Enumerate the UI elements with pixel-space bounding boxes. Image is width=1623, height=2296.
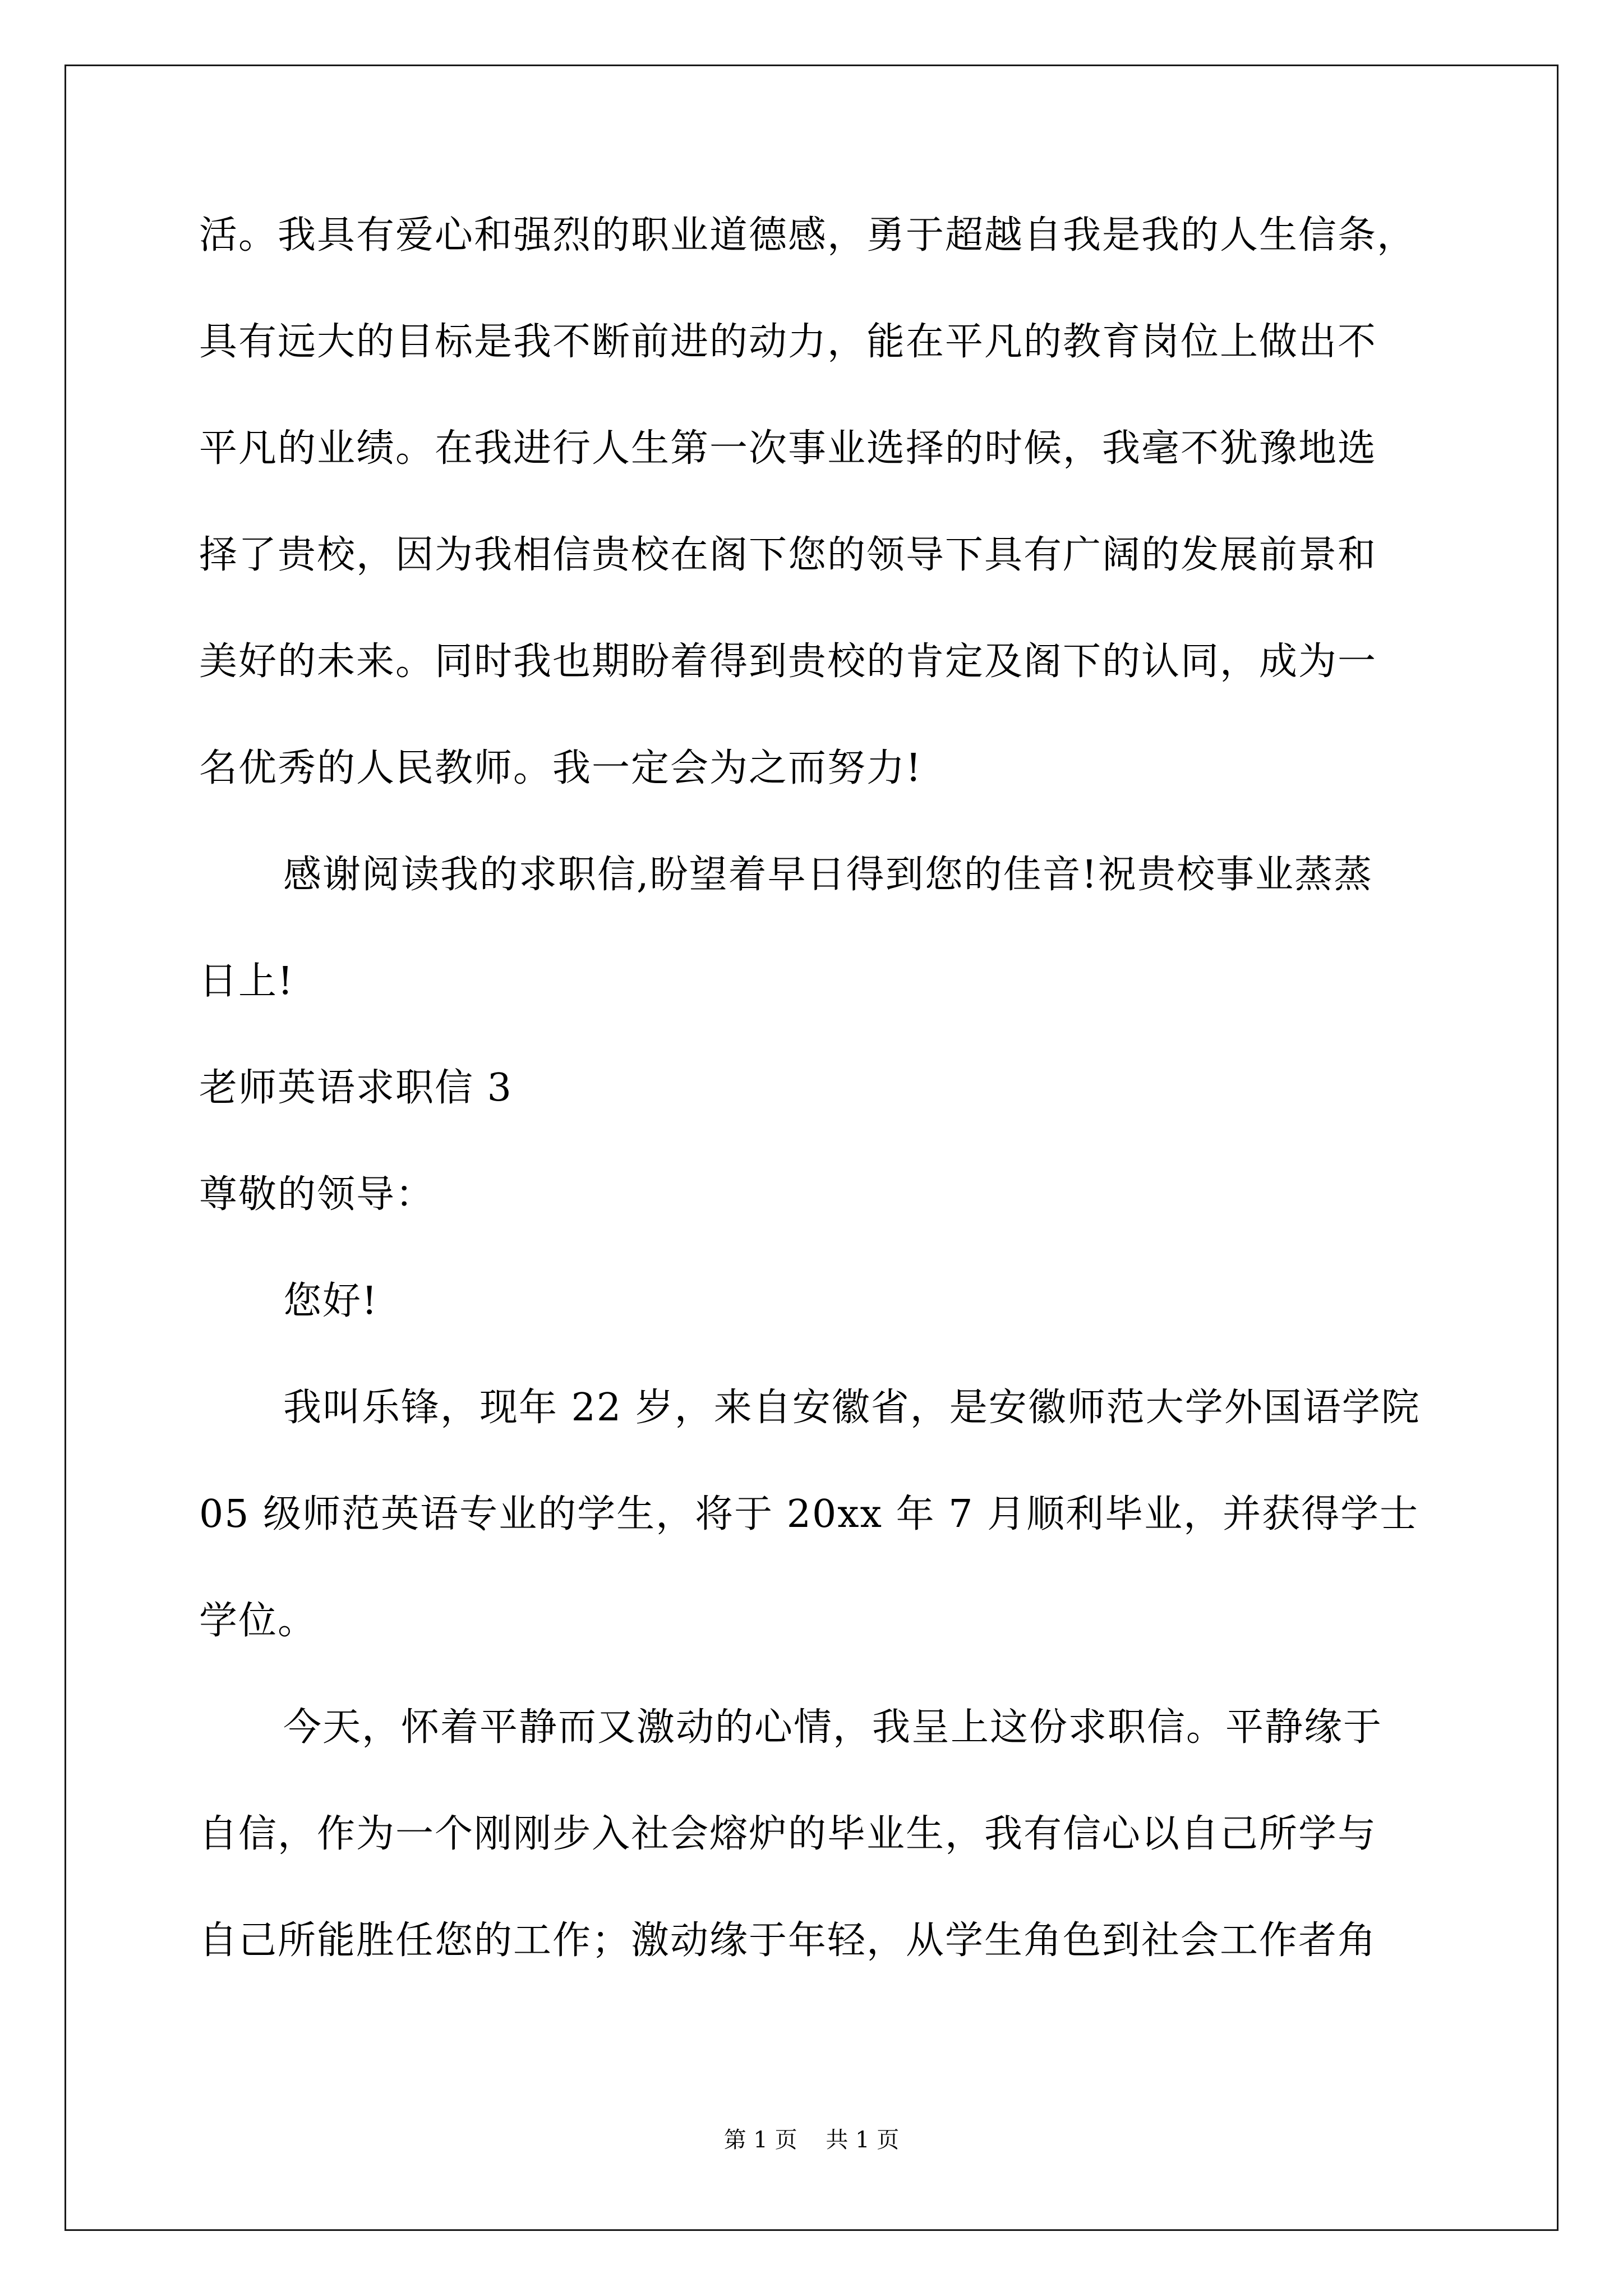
section-title: 老师英语求职信 3 xyxy=(199,1066,513,1110)
text-line: 自己所能胜任您的工作；激动缘于年轻，从学生角色到社会工作者角 xyxy=(199,1918,1377,1963)
text-line: 名优秀的人民教师。我一定会为之而努力! xyxy=(199,746,923,790)
text-line: 学位。 xyxy=(199,1599,317,1643)
text-line: 择了贵校，因为我相信贵校在阁下您的领导下具有广阔的发展前景和 xyxy=(199,533,1377,577)
text-line: 日上! xyxy=(199,959,294,1004)
greeting: 您好! xyxy=(283,1279,379,1323)
text-line: 活。我具有爱心和强烈的职业道德感，勇于超越自我是我的人生信条， xyxy=(199,213,1417,257)
text-line: 我叫乐锋，现年 22 岁，来自安徽省，是安徽师范大学外国语学院 xyxy=(283,1386,1421,1430)
salutation: 尊敬的领导： xyxy=(199,1172,435,1217)
text-line: 今天，怀着平静而又激动的心情，我呈上这份求职信。平静缘于 xyxy=(283,1705,1383,1750)
text-line: 感谢阅读我的求职信,盼望着早日得到您的佳音!祝贵校事业蒸蒸 xyxy=(283,853,1373,897)
text-line: 自信，作为一个刚刚步入社会熔炉的毕业生，我有信心以自己所学与 xyxy=(199,1812,1377,1856)
text-line: 具有远大的目标是我不断前进的动力，能在平凡的教育岗位上做出不 xyxy=(199,320,1377,364)
text-line: 美好的未来。同时我也期盼着得到贵校的肯定及阁下的认同，成为一 xyxy=(199,639,1377,684)
page-number-footer: 第 1 页 共 1 页 xyxy=(723,2127,900,2153)
text-line: 平凡的业绩。在我进行人生第一次事业选择的时候，我毫不犹豫地选 xyxy=(199,426,1377,471)
text-line: 05 级师范英语专业的学生，将于 20xx 年 7 月顺利毕业，并获得学士 xyxy=(199,1492,1419,1536)
page-frame xyxy=(64,65,1559,2231)
